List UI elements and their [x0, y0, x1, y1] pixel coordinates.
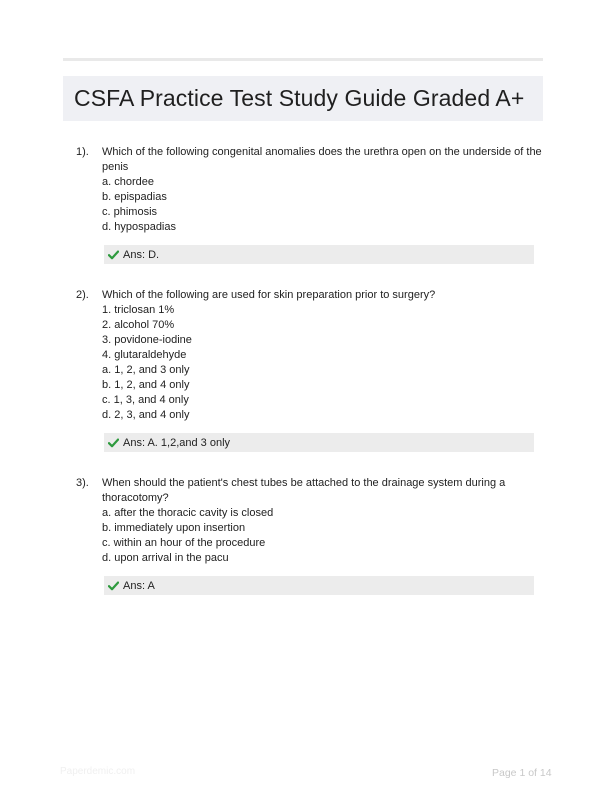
answer-option: b. epispadias — [102, 191, 167, 203]
answer-box-3 — [104, 576, 534, 595]
answer-option: d. 2, 3, and 4 only — [102, 409, 190, 421]
list-item: 1. triclosan 1% — [102, 304, 175, 316]
answer-text: Ans: A. 1,2,and 3 only — [123, 436, 231, 449]
list-item: 3. povidone-iodine — [102, 334, 192, 346]
answer-option: c. within an hour of the procedure — [102, 537, 266, 549]
answer-option: b. immediately upon insertion — [102, 522, 246, 534]
page-number: Page 1 of 14 — [492, 767, 552, 779]
title-banner — [63, 76, 543, 121]
question-text: When should the patient's chest tubes be attached to the drainage system during a — [102, 477, 506, 489]
list-item: 4. glutaraldehyde — [102, 349, 187, 361]
question-number: 2). — [76, 289, 89, 301]
question-text: penis — [102, 161, 129, 173]
page-title: CSFA Practice Test Study Guide Graded A+ — [74, 85, 525, 111]
question-body — [102, 476, 534, 566]
question-text: Which of the following congenital anomalies does the urethra open on the underside of the — [102, 146, 542, 158]
check-icon — [108, 581, 119, 591]
answer-option: a. after the thoracic cavity is closed — [102, 507, 274, 519]
check-icon — [108, 438, 119, 448]
question-number: 1). — [76, 146, 89, 158]
answer-box-2 — [104, 433, 534, 452]
question-text: Which of the following are used for skin preparation prior to surgery? — [102, 289, 436, 301]
footer-watermark: Paperdemic.com — [60, 766, 136, 777]
answer-option: c. phimosis — [102, 206, 158, 218]
top-divider — [63, 58, 543, 61]
answer-option: b. 1, 2, and 4 only — [102, 379, 190, 391]
answer-option: a. 1, 2, and 3 only — [102, 364, 190, 376]
answer-option: d. hypospadias — [102, 221, 176, 233]
answer-option: d. upon arrival in the pacu — [102, 552, 229, 564]
answer-option: a. chordee — [102, 176, 154, 188]
answer-text: Ans: D. — [123, 248, 160, 261]
question-body — [102, 288, 534, 423]
list-item: 2. alcohol 70% — [102, 319, 175, 331]
answer-option: c. 1, 3, and 4 only — [102, 394, 189, 406]
answer-text: Ans: A — [123, 579, 155, 592]
answer-box-1 — [104, 245, 534, 264]
check-icon — [108, 250, 119, 260]
question-body — [102, 145, 542, 235]
question-number: 3). — [76, 477, 89, 489]
question-text: thoracotomy? — [102, 492, 169, 504]
